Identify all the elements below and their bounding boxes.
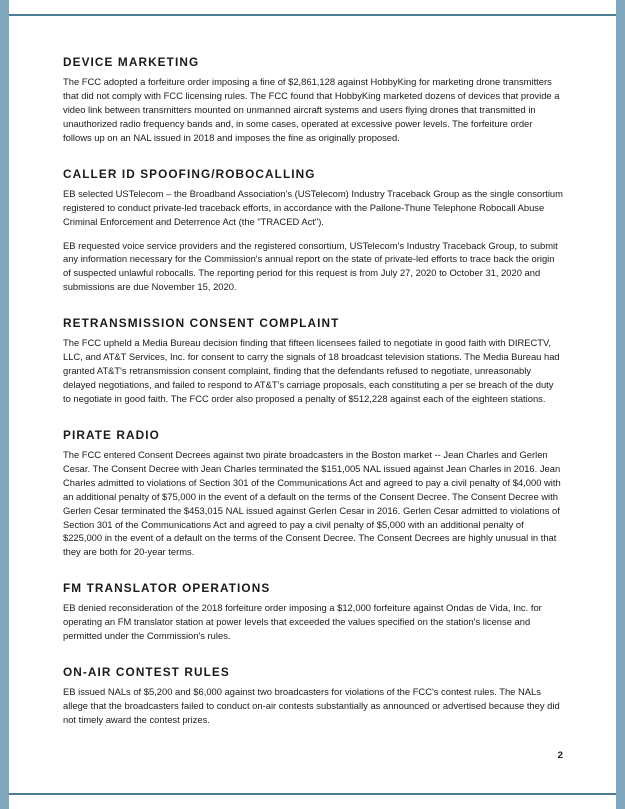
section-spacer xyxy=(63,656,563,665)
section-paragraph: EB denied reconsideration of the 2018 forfeiture order imposing a $12,000 forfeiture against Ondas de Vida, Inc. for operating an FM translator station at power levels that exceeded the values specified on the station's license and permitted under the Commission's rules. xyxy=(63,602,542,642)
section-heading: PIRATE RADIO xyxy=(63,427,160,442)
section-spacer xyxy=(63,572,563,581)
page-number: 2 xyxy=(557,750,563,761)
section-caller-id-spoofing-robocalling xyxy=(63,167,563,295)
section-pirate-radio xyxy=(63,428,563,559)
section-spacer xyxy=(63,419,563,428)
section-paragraph: The FCC entered Consent Decrees against two pirate broadcasters in the Boston market -- Jean Charles and Gerlen Cesar. The Consent Decree with Jean Charles terminated the $151,005 NAL issued against Jean Charles in 2016. Jean Charles admitted to violations of Section 301 of the Communications Act and agreed to pay a civil penalty of $4,000 with an additional penalty of $75,000 in the event of a default on the terms of the Consent Decree. The Consent Decree with Gerlen Cesar terminated the $453,015 NAL issued against Gerlen Cesar in 2016. Gerlen Cesar admitted to violations of Section 301 of the Communications Act and agreed to pay a civil penalty of $5,000 with an additional penalty of $225,000 in the event of a default on the terms of the Consent Decree. The Consent Decrees are highly unusual in that they are both for 20-year terms. xyxy=(63,449,561,558)
section-heading: FM TRANSLATOR OPERATIONS xyxy=(63,581,271,596)
section-device-marketing xyxy=(63,55,563,145)
section-fm-translator-operations xyxy=(63,581,563,643)
page-right-border xyxy=(616,0,625,809)
section-paragraph: EB issued NALs of $5,200 and $6,000 against two broadcasters for violations of the FCC's contest rules. The NALs allege that the broadcasters failed to conduct on-air contests substantially as announced or advertised because they did not timely award the contest prizes. xyxy=(63,686,560,726)
section-heading: ON-AIR CONTEST RULES xyxy=(63,665,230,680)
section-heading: CALLER ID SPOOFING/ROBOCALLING xyxy=(63,166,316,181)
section-paragraph: EB selected USTelecom – the Broadband Association's (USTelecom) Industry Traceback Group as the single consortium registered to conduct private-led traceback efforts, in accordance with the Pallone-Thune Telephone Robocall Abuse Criminal Enforcement and Deterrence Act (the "TRACED Act"). xyxy=(63,187,563,227)
page-top-rule xyxy=(9,14,616,16)
section-retransmission-consent-complaint xyxy=(63,316,563,406)
section-paragraph: The FCC upheld a Media Bureau decision finding that fifteen licensees failed to negotiate in good faith with DIRECTV, LLC, and AT&T Services, Inc. for consent to carry the signals of 18 broadcast television stations. The Media Bureau had granted AT&T's retransmission consent complaint, finding that the defendants refused to negotiate, unreasonably delayed negotiations, and failed to respond to AT&T's carriage proposals, each constituting a per se breach of the duty to negotiate in good faith. The FCC order also proposed a penalty of $512,228 against each of the eighteen stations. xyxy=(63,337,560,404)
section-heading: RETRANSMISSION CONSENT COMPLAINT xyxy=(63,316,340,331)
section-spacer xyxy=(63,307,563,316)
section-paragraph: The FCC adopted a forfeiture order imposing a fine of $2,861,128 against HobbyKing for marketing drone transmitters that did not comply with FCC licensing rules. The FCC found that HobbyKing marketed dozens of devices that provide a video link between transmitters mounted on unmanned aircraft systems and users flying drones that transmitted in unauthorized radio frequency bands and, in some cases, operated at excessive power levels. The forfeiture order follows up on an NAL issued in 2018 and imposes the fine as originally proposed. xyxy=(63,76,560,143)
section-on-air-contest-rules xyxy=(63,665,563,727)
page-left-border xyxy=(0,0,9,809)
section-spacer xyxy=(63,158,563,167)
page-bottom-rule xyxy=(9,793,616,795)
section-paragraph: EB requested voice service providers and the registered consortium, USTelecom's Industry Traceback Group, to submit any information necessary for the Commission's annual report on the state of private-led efforts to trace back the origin of suspected unlawful robocalls. The reporting period for this request is from July 27, 2020 to October 31, 2020 and submissions are due November 15, 2020. xyxy=(63,239,558,293)
section-heading: DEVICE MARKETING xyxy=(63,55,200,69)
document-body xyxy=(63,55,563,740)
